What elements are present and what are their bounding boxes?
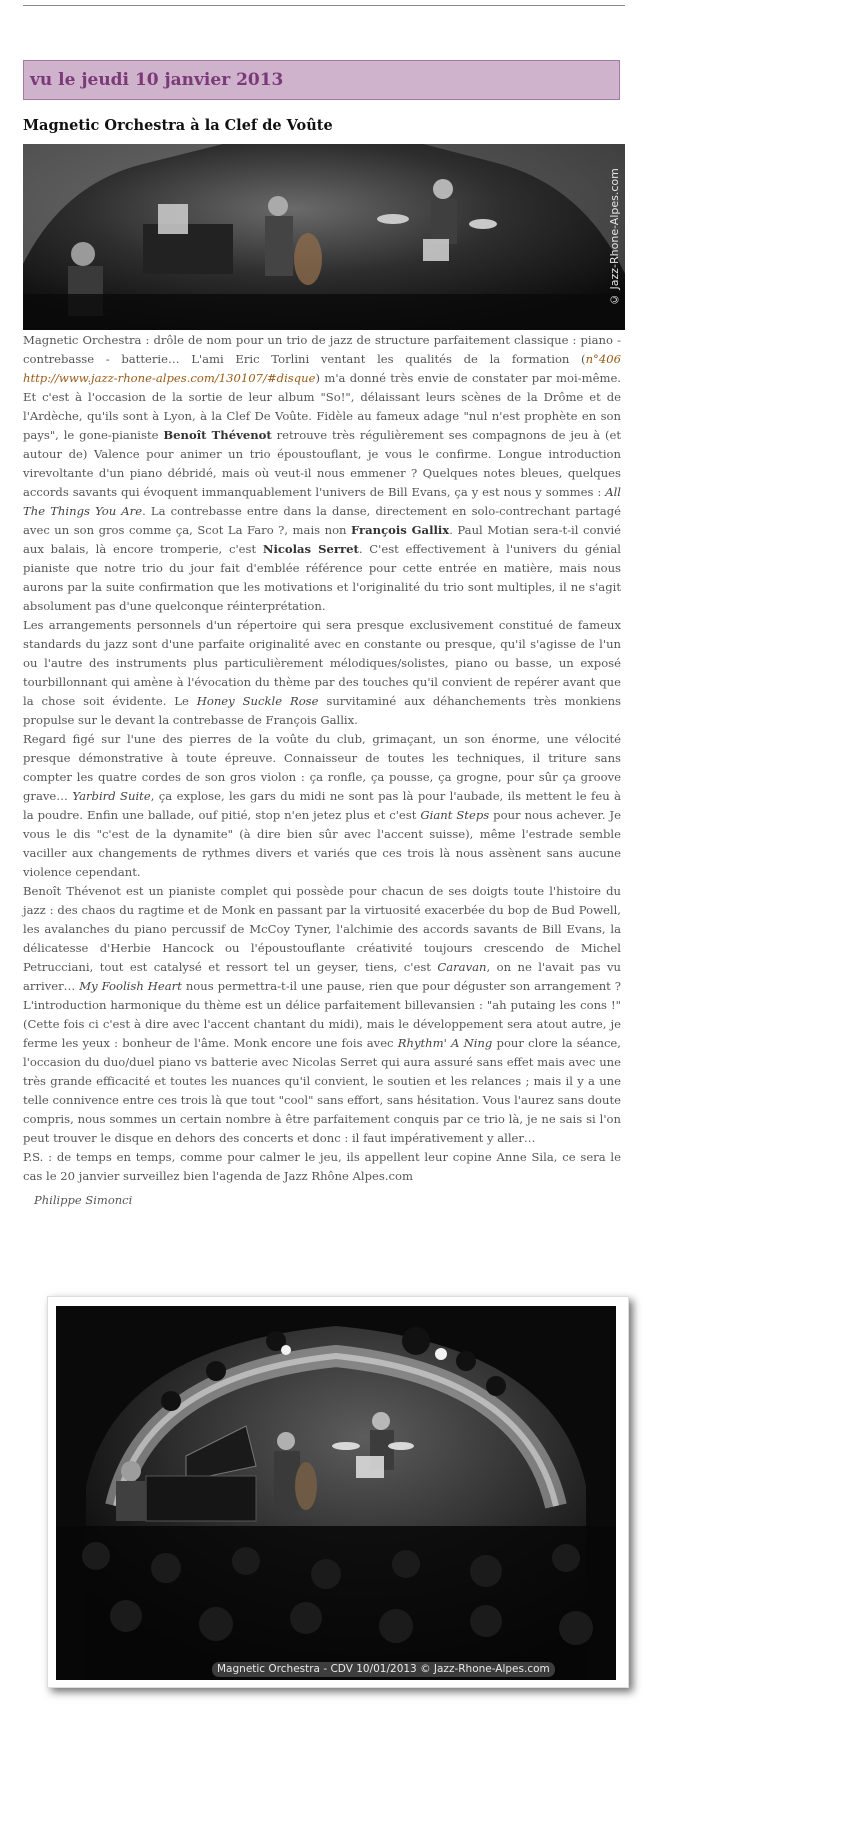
song-title: Yarbird Suite (72, 789, 151, 803)
song-title: Honey Suckle Rose (196, 694, 319, 708)
song-title: Rhythm' A Ning (397, 1036, 493, 1050)
date-banner (23, 60, 620, 100)
musician-name: François Gallix (351, 523, 450, 537)
post-title: Magnetic Orchestra à la Clef de Voûte (23, 117, 333, 134)
song-title: All The Things You Are (23, 485, 621, 518)
top-divider (23, 5, 625, 6)
album-review-link[interactable]: n°406 http://www.jazz-rhone-alpes.com/130107/#disque (23, 352, 621, 385)
article-postscript: P.S. : de temps en temps, comme pour calmer le jeu, ils appellent leur copine Anne Sila, ce sera le cas le 20 janvier surveillez bien l'agenda de Jazz Rhône Alpes.com (23, 1150, 621, 1183)
author-signature: Philippe Simonci (34, 1193, 133, 1207)
song-title: Giant Steps (420, 808, 490, 822)
club-photo-graphic (56, 1306, 616, 1680)
photo-credit: © Jazz-Rhone-Alpes.com (608, 168, 621, 306)
musician-name: Nicolas Serret (262, 542, 359, 556)
article-paragraph: Regard figé sur l'une des pierres de la voûte du club, grimaçant, un son énorme, une vélocité presque démonstrative à toute épreuve. Connaisseur de toutes les techniques, il triture sans compter les quatre cordes de son gros violon : ça ronfle, ça pousse, ça grogne, pour sûr ça groove grave… Yarbird Suite, ça explose, les gars du midi ne sont pas là pour l'aubade, ils mettent le feu à la poudre. Enfin une ballade, ouf pitié, stop n'en jetez plus et c'est Giant Steps pour nous achever. Je vous le dis "c'est de la dynamite" (à dire bien sûr avec l'accent suisse), même l'estrade semble vaciller aux changements de rythmes divers et variés que ces trois là nous assènent sans aucune violence cependant. (23, 732, 622, 879)
article-paragraph: Les arrangements personnels d'un répertoire qui sera presque exclusivement constitué de fameux standards du jazz sont d'une parfaite originalité avec en constante ou presque, qu'il s'agisse de l'un ou l'autre des instruments plus particulièrement mélodiques/solistes, piano ou basse, un exposé tourbillonnant qui amène à l'évocation du thème par des touches qu'il convient de repérer avant que la chose soit évidente. Le Honey Suckle Rose survitaminé aux déhanchements très monkiens propulse sur le devant la contrebasse de François Gallix. (23, 618, 622, 727)
concert-photo-stage (23, 144, 625, 330)
stage-photo-graphic (23, 144, 625, 330)
concert-photo-frame (47, 1296, 629, 1688)
concert-photo-club (56, 1306, 616, 1680)
photo-caption: Magnetic Orchestra - CDV 10/01/2013 © Jazz-Rhone-Alpes.com (212, 1662, 555, 1677)
post-date: vu le jeudi 10 janvier 2013 (30, 70, 284, 90)
song-title: Caravan (437, 960, 487, 974)
article-body (23, 331, 621, 1186)
song-title: My Foolish Heart (79, 979, 182, 993)
article-paragraph: Benoît Thévenot est un pianiste complet qui possède pour chacun de ses doigts toute l'histoire du jazz : des chaos du ragtime et de Monk en passant par la virtuosité exacerbée du bop de Bud Powell, les avalanches du piano percussif de McCoy Tyner, l'alchimie des accords savants de Bill Evans, la délicatesse d'Herbie Hancock ou l'époustouflante créativité toujours crescendo de Michel Petrucciani, tout est catalysé et ressort tel un geyser, tiens, c'est Caravan, on ne l'avait pas vu arriver… My Foolish Heart nous permettra-t-il une pause, rien que pour déguster son arrangement ? L'introduction harmonique du thème est un délice parfaitement billevansien : "ah putaing les cons !" (Cette fois ci c'est à dire avec l'accent chantant du midi), mais le développement sera atout autre, je ferme les yeux : bonheur de l'âme. Monk encore une fois avec Rhythm' A Ning pour clore la séance, l'occasion du duo/duel piano vs batterie avec Nicolas Serret qui aura assuré sans effet mais avec une très grande efficacité et toutes les nuances qu'il convient, le soutien et les relances ; mais il y a une telle connivence entre ces trois là que tout "cool" sans effort, sans hésitation. Vous l'aurez sans doute compris, nous sommes un certain nombre à être parfaitement conquis par ce trio là, je ne sais si l'on peut trouver le disque en dehors des concerts et donc : il faut impérativement y aller… (23, 884, 621, 1145)
article-paragraph: Magnetic Orchestra : drôle de nom pour un trio de jazz de structure parfaitement classique : piano - contrebasse - batterie… L'ami Eric Torlini ventant les qualités de la formation (n°406 http://www.jazz-rhone-alpes.com/130107/#disque) m'a donné très envie de constater par moi-même. Et c'est à l'occasion de la sortie de leur album "So!", délaissant leurs scènes de la Drôme et de l'Ardèche, qu'ils sont à Lyon, à la Clef De Voûte. Fidèle au fameux adage "nul n'est prophète en son pays", le gone-pianiste Benoît Thévenot retrouve très régulièrement ses compagnons de jeu à (et autour de) Valence pour animer un trio époustouflant, je vous le confirme. Longue introduction virevoltante d'un piano débridé, mais où veut-il nous emmener ? Quelques notes bleues, quelques accords savants qui évoquent immanquablement l'univers de Bill Evans, ça y est nous y sommes : All The Things You Are. La contrebasse entre dans la danse, directement en solo-contrechant partagé avec un son gros comme ça, Scot La Faro ?, mais non François Gallix. Paul Motian sera-t-il convié aux balais, là encore tromperie, c'est Nicolas Serret. C'est effectivement à l'univers du génial pianiste que notre trio du jour fait d'emblée référence pour cette entrée en matière, mais nous aurons par la suite confirmation que les motivations et l'originalité du trio sont multiples, il ne s'agit absolument pas d'une quelconque réinterprétation. (23, 333, 622, 613)
musician-name: Benoît Thévenot (163, 428, 272, 442)
